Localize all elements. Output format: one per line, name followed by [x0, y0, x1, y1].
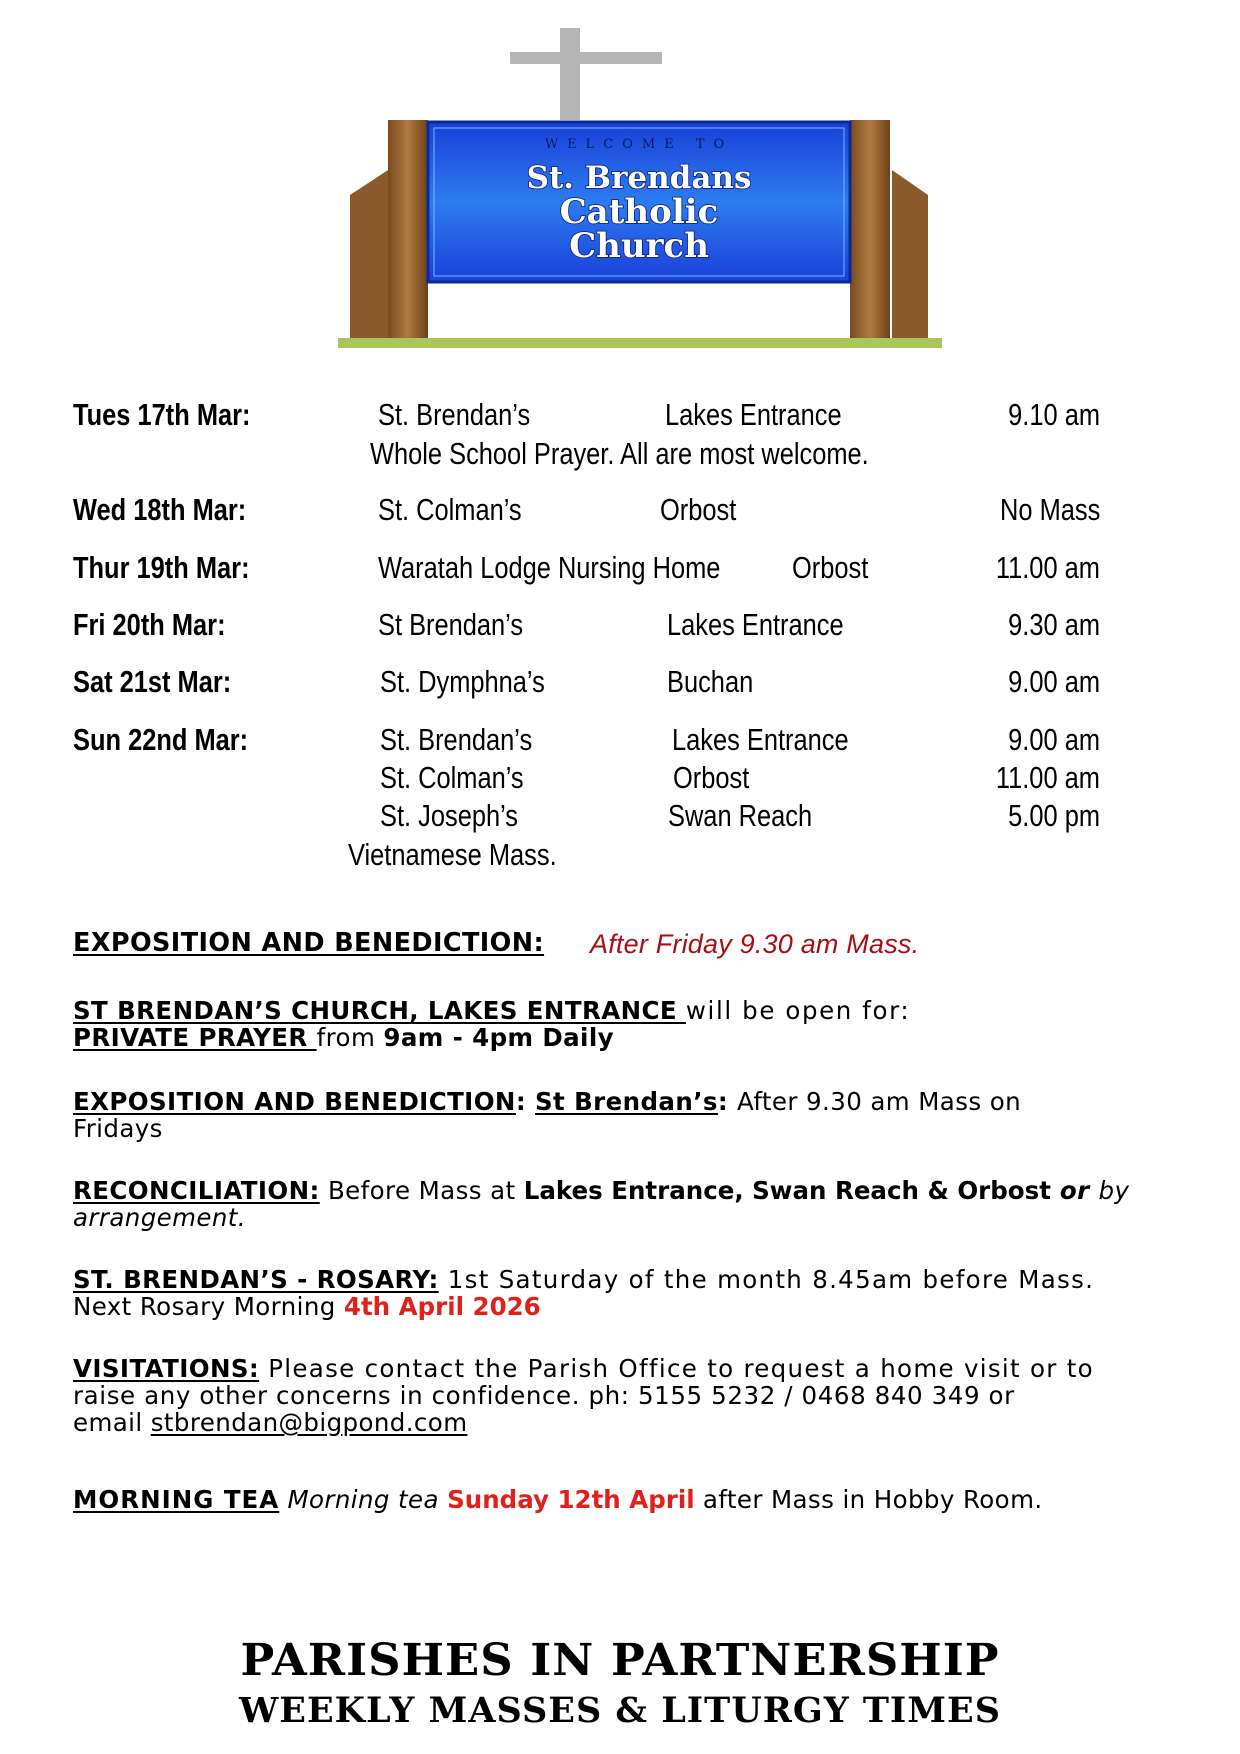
notice-hours: 9am - 4pm Daily — [383, 1023, 615, 1052]
schedule-place: Orbost — [673, 760, 750, 795]
notice-text: from — [316, 1023, 384, 1052]
notice-label: VISITATIONS: — [73, 1354, 260, 1383]
schedule-church: St. Colman’s — [378, 492, 522, 527]
schedule-note: Vietnamese Mass. — [348, 837, 557, 872]
notice-places: Lakes Entrance, Swan Reach & Orbost — [523, 1176, 1051, 1205]
notice-exposition-1-text: After Friday 9.30 am Mass. — [590, 929, 920, 959]
notice-exposition-1 — [73, 929, 544, 957]
notice-date: 4th April 2026 — [343, 1292, 541, 1321]
notice-text: email — [73, 1408, 151, 1437]
notice-rosary-next — [73, 1293, 541, 1320]
notice-colon: : — [717, 1087, 738, 1116]
schedule-church: Waratah Lodge Nursing Home — [378, 550, 721, 585]
notice-date: Sunday 12th April — [447, 1485, 695, 1514]
notice-morning-tea — [73, 1486, 1043, 1513]
notice-text: Before Mass at — [319, 1176, 524, 1205]
schedule-time: 5.00 pm — [1008, 798, 1100, 833]
notice-label: ST. BRENDAN’S - ROSARY: — [73, 1265, 439, 1294]
schedule-church: St. Colman’s — [380, 760, 524, 795]
schedule-place: Swan Reach — [668, 798, 813, 833]
notice-by: by — [1098, 1176, 1130, 1205]
schedule-church: St. Brendan’s — [380, 722, 533, 757]
schedule-day: Sun 22nd Mar: — [73, 722, 249, 757]
grass-strip — [338, 338, 942, 348]
schedule-place: Orbost — [792, 550, 869, 585]
schedule-place: Lakes Entrance — [665, 397, 842, 432]
schedule-day: Wed 18th Mar: — [73, 492, 247, 527]
schedule-time: 9.10 am — [1008, 397, 1100, 432]
schedule-time: 11.00 am — [995, 760, 1100, 795]
notice-visitations-email — [73, 1409, 467, 1436]
sign-line2: Catholic — [559, 192, 719, 232]
notice-text: will be open for: — [685, 996, 911, 1025]
notice-where: St Brendan’s — [534, 1087, 718, 1116]
schedule-church: St. Joseph’s — [380, 798, 519, 833]
sign-line1: St. Brendans — [526, 160, 752, 196]
notice-label: RECONCILIATION: — [73, 1176, 320, 1205]
footer-title: PARISHES IN PARTNERSHIP — [240, 1635, 1000, 1686]
schedule-day: Fri 20th Mar: — [73, 607, 226, 642]
schedule-church: St Brendan’s — [378, 607, 524, 642]
notice-church-open — [73, 997, 910, 1024]
notice-text: Next Rosary Morning — [73, 1292, 344, 1321]
schedule-time: 9.00 am — [1008, 722, 1100, 757]
notice-colon: : — [515, 1087, 535, 1116]
notice-text: after Mass in Hobby Room. — [694, 1485, 1043, 1514]
notice-label: MORNING TEA — [73, 1485, 280, 1514]
notice-text: Morning tea — [279, 1485, 448, 1514]
notice-visitations-cont: raise any other concerns in confidence. ph: 5155 5232 / 0468 840 349 or — [73, 1381, 1015, 1410]
notice-label: EXPOSITION AND BENEDICTION: — [73, 928, 545, 958]
church-sign-logo — [330, 20, 950, 360]
cross-icon — [560, 28, 580, 120]
schedule-time: 9.00 am — [1008, 664, 1100, 699]
schedule-note: Whole School Prayer. All are most welcome. — [370, 436, 869, 471]
notice-label: PRIVATE PRAYER — [73, 1023, 317, 1052]
schedule-place: Orbost — [660, 492, 737, 527]
schedule-day: Thur 19th Mar: — [73, 550, 250, 585]
notice-label: EXPOSITION AND BENEDICTION — [73, 1087, 516, 1116]
schedule-place: Lakes Entrance — [667, 607, 844, 642]
schedule-place: Lakes Entrance — [672, 722, 849, 757]
notice-exposition-2 — [73, 1088, 1021, 1115]
notice-label: ST BRENDAN’S CHURCH, LAKES ENTRANCE — [73, 996, 686, 1025]
schedule-church: St. Dymphna’s — [380, 664, 545, 699]
schedule-time: 9.30 am — [1008, 607, 1100, 642]
schedule-place: Buchan — [667, 664, 754, 699]
notice-private-prayer — [73, 1024, 614, 1051]
sign-line3: Church — [569, 226, 709, 266]
schedule-day: Sat 21st Mar: — [73, 664, 232, 699]
sign-welcome: WELCOME TO — [544, 137, 734, 152]
notice-rosary — [73, 1266, 1094, 1293]
notice-text: 1st Saturday of the month 8.45am before Mass. — [438, 1265, 1095, 1294]
schedule-church: St. Brendan’s — [378, 397, 531, 432]
notice-or: or — [1050, 1176, 1099, 1205]
notice-text: Please contact the Parish Office to request a home visit or to — [259, 1354, 1094, 1383]
notice-exposition-2-cont: Fridays — [73, 1114, 163, 1143]
notice-reconciliation — [73, 1177, 1129, 1204]
notice-visitations — [73, 1355, 1094, 1382]
email-link[interactable]: stbrendan@bigpond.com — [150, 1408, 468, 1437]
schedule-time: No Mass — [999, 492, 1100, 527]
notice-reconciliation-cont: arrangement. — [73, 1203, 246, 1232]
schedule-time: 11.00 am — [995, 550, 1100, 585]
schedule-day: Tues 17th Mar: — [73, 397, 251, 432]
notice-text: After 9.30 am Mass on — [737, 1087, 1022, 1116]
footer-subtitle: WEEKLY MASSES & LITURGY TIMES — [238, 1690, 1002, 1731]
